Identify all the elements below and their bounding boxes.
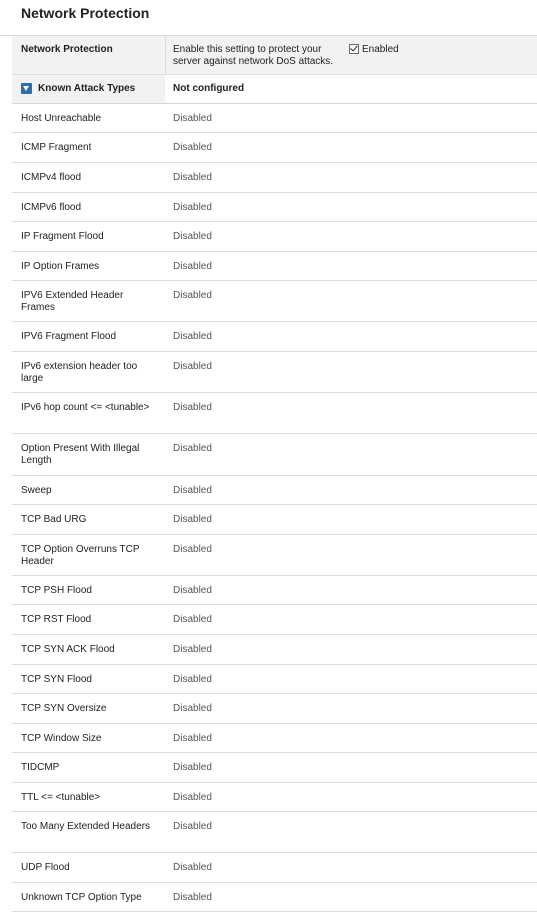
page-title: Network Protection bbox=[21, 5, 150, 21]
attack-type-name: TCP SYN Flood bbox=[21, 674, 92, 685]
attack-type-status: Disabled bbox=[173, 113, 212, 124]
table-row bbox=[12, 222, 537, 252]
table-row bbox=[12, 393, 537, 434]
attack-type-name: ICMPv6 flood bbox=[21, 202, 82, 213]
table-row bbox=[12, 352, 537, 393]
table-row bbox=[12, 104, 537, 133]
attack-type-name: TCP Option Overruns TCP Header bbox=[21, 544, 140, 567]
attack-type-name: TCP Bad URG bbox=[21, 514, 87, 525]
network-protection-label: Network Protection bbox=[21, 44, 113, 55]
attack-type-status: Disabled bbox=[173, 614, 212, 625]
attack-type-name: UDP Flood bbox=[21, 862, 70, 873]
table-row bbox=[12, 694, 537, 724]
attack-type-status: Disabled bbox=[173, 290, 212, 301]
table-row bbox=[12, 576, 537, 605]
attack-type-status: Disabled bbox=[173, 514, 212, 525]
attack-type-name: TCP SYN ACK Flood bbox=[21, 644, 115, 655]
table-row bbox=[12, 193, 537, 222]
table-row bbox=[12, 535, 537, 576]
attack-type-name: IPv6 extension header too large bbox=[21, 361, 138, 384]
attack-type-status: Disabled bbox=[173, 892, 212, 903]
attack-type-name: IP Option Frames bbox=[21, 261, 100, 272]
attack-type-name: Unknown TCP Option Type bbox=[21, 892, 142, 903]
attack-type-status: Disabled bbox=[173, 821, 212, 832]
table-row bbox=[12, 812, 537, 853]
attack-type-name: TCP Window Size bbox=[21, 733, 102, 744]
attack-type-name: Option Present With Illegal Length bbox=[21, 443, 140, 466]
attack-type-status: Disabled bbox=[173, 172, 212, 183]
attack-type-status: Disabled bbox=[173, 331, 212, 342]
network-protection-description: Enable this setting to protect your server against network DoS attacks. bbox=[173, 44, 334, 67]
attack-type-name: TCP RST Flood bbox=[21, 614, 92, 625]
table-row bbox=[12, 853, 537, 883]
attack-type-status: Disabled bbox=[173, 402, 212, 413]
known-attack-types-status: Not configured bbox=[173, 83, 245, 94]
table-row bbox=[12, 322, 537, 352]
attack-type-status: Disabled bbox=[173, 142, 212, 153]
attack-type-name: Sweep bbox=[21, 485, 52, 496]
attack-type-name: ICMPv4 flood bbox=[21, 172, 82, 183]
known-attack-types-header[interactable] bbox=[12, 75, 165, 103]
table-row bbox=[12, 476, 537, 505]
table-row bbox=[12, 163, 537, 193]
attack-type-name: TIDCMP bbox=[21, 762, 60, 773]
attack-type-status: Disabled bbox=[173, 202, 212, 213]
collapse-triangle-icon[interactable] bbox=[21, 83, 32, 94]
attack-type-name: Too Many Extended Headers bbox=[21, 821, 150, 832]
table-row bbox=[12, 753, 537, 783]
table-row bbox=[12, 434, 537, 476]
table-row bbox=[12, 883, 537, 912]
table-row bbox=[12, 281, 537, 322]
table-row bbox=[12, 252, 537, 281]
attack-type-status: Disabled bbox=[173, 733, 212, 744]
attack-type-name: TCP SYN Oversize bbox=[21, 703, 107, 714]
attack-type-status: Disabled bbox=[173, 674, 212, 685]
table-row bbox=[12, 724, 537, 753]
attack-type-status: Disabled bbox=[173, 361, 212, 372]
attack-type-status: Disabled bbox=[173, 585, 212, 596]
column-divider bbox=[165, 36, 166, 74]
table-row bbox=[12, 665, 537, 694]
known-attack-types-label: Known Attack Types bbox=[38, 83, 136, 94]
table-row bbox=[12, 605, 537, 635]
attack-type-status: Disabled bbox=[173, 703, 212, 714]
attack-type-name: TCP PSH Flood bbox=[21, 585, 92, 596]
table-row bbox=[12, 505, 537, 535]
enabled-checkbox[interactable] bbox=[349, 44, 359, 54]
table-row bbox=[12, 133, 537, 163]
attack-type-name: IPv6 hop count <= <tunable> bbox=[21, 402, 150, 413]
table-row bbox=[12, 783, 537, 812]
attack-type-name: IP Fragment Flood bbox=[21, 231, 104, 242]
attack-type-status: Disabled bbox=[173, 544, 212, 555]
attack-type-status: Disabled bbox=[173, 261, 212, 272]
attack-type-name: Host Unreachable bbox=[21, 113, 102, 124]
attack-type-name: IPV6 Fragment Flood bbox=[21, 331, 117, 342]
attack-type-status: Disabled bbox=[173, 231, 212, 242]
attack-type-name: IPV6 Extended Header Frames bbox=[21, 290, 124, 313]
attack-type-status: Disabled bbox=[173, 443, 212, 454]
attack-type-name: ICMP Fragment bbox=[21, 142, 92, 153]
attack-type-status: Disabled bbox=[173, 792, 212, 803]
attack-type-status: Disabled bbox=[173, 862, 212, 873]
table-row bbox=[12, 635, 537, 665]
attack-type-status: Disabled bbox=[173, 644, 212, 655]
attack-types-list bbox=[12, 104, 537, 912]
enabled-checkbox-label: Enabled bbox=[362, 44, 399, 55]
attack-type-status: Disabled bbox=[173, 762, 212, 773]
attack-type-status: Disabled bbox=[173, 485, 212, 496]
known-attack-types-row[interactable] bbox=[12, 75, 537, 104]
enabled-checkbox-control[interactable] bbox=[349, 44, 399, 55]
network-protection-row bbox=[12, 36, 537, 75]
attack-type-name: TTL <= <tunable> bbox=[21, 792, 101, 803]
